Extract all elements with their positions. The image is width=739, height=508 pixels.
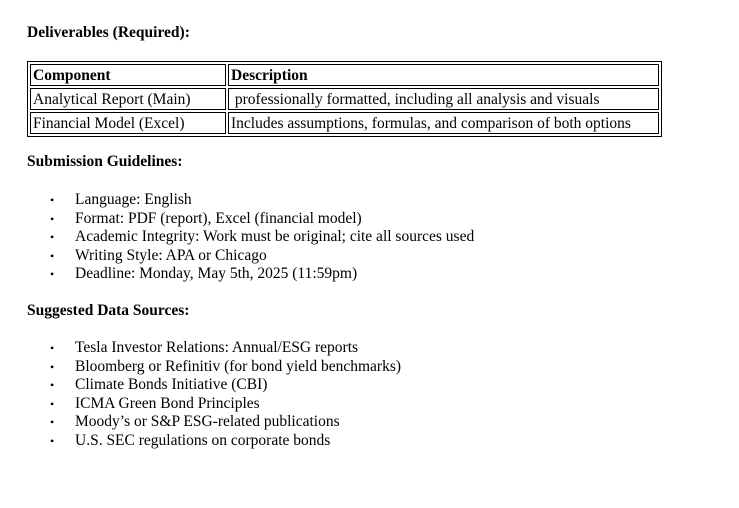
bullet-icon: •: [50, 267, 55, 281]
table-cell-description: professionally formatted, including all analysis and visuals: [228, 88, 659, 110]
bullet-icon: •: [50, 396, 55, 411]
list-item-text: Writing Style: APA or Chicago: [75, 246, 267, 264]
list-item: [50, 413, 401, 432]
table-cell-description: Includes assumptions, formulas, and comparison of both options: [228, 112, 659, 134]
table-cell-component: Financial Model (Excel): [30, 112, 226, 134]
bullet-icon: •: [50, 359, 55, 374]
list-item-text: U.S. SEC regulations on corporate bonds: [75, 431, 331, 449]
list-item-text: Moody’s or S&P ESG-related publications: [75, 413, 340, 430]
list-item-text: Format: PDF (report), Excel (financial model): [75, 209, 362, 227]
data-sources-heading: Suggested Data Sources:: [27, 302, 190, 319]
bullet-icon: •: [50, 415, 55, 429]
list-item-text: Climate Bonds Initiative (CBI): [75, 376, 268, 393]
bullet-icon: •: [50, 211, 55, 226]
list-item: [50, 265, 474, 284]
table-header-row: [30, 64, 659, 86]
table-cell-component: Analytical Report (Main): [30, 88, 226, 110]
list-item: [50, 376, 401, 395]
list-item-text: Bloomberg or Refinitiv (for bond yield benchmarks): [75, 357, 402, 375]
list-item: [50, 339, 401, 358]
bullet-icon: •: [50, 433, 55, 448]
list-item: [50, 395, 401, 414]
table-row: [30, 112, 659, 134]
list-item: [50, 432, 401, 451]
bullet-icon: •: [50, 248, 55, 263]
bullet-icon: •: [50, 378, 55, 392]
column-header-description: Description: [228, 64, 659, 86]
list-item: [50, 191, 474, 210]
list-item-text: Language: English: [75, 191, 192, 208]
data-sources-list: [50, 339, 401, 450]
bullet-icon: •: [50, 341, 55, 355]
table-row: [30, 88, 659, 110]
list-item: [50, 228, 474, 247]
submission-guidelines-list: [50, 191, 474, 284]
list-item: [50, 247, 474, 266]
list-item-text: Deadline: Monday, May 5th, 2025 (11:59pm): [75, 265, 358, 282]
list-item-text: ICMA Green Bond Principles: [75, 394, 260, 412]
deliverables-heading: Deliverables (Required):: [27, 24, 190, 41]
list-item-text: Tesla Investor Relations: Annual/ESG reports: [75, 339, 359, 356]
list-item-text: Academic Integrity: Work must be original; cite all sources used: [75, 228, 475, 245]
bullet-icon: •: [50, 230, 55, 244]
column-header-component: Component: [30, 64, 226, 86]
bullet-icon: •: [50, 193, 55, 207]
submission-guidelines-heading: Submission Guidelines:: [27, 153, 183, 170]
list-item: [50, 358, 401, 377]
deliverables-table: [27, 61, 662, 137]
list-item: [50, 210, 474, 229]
